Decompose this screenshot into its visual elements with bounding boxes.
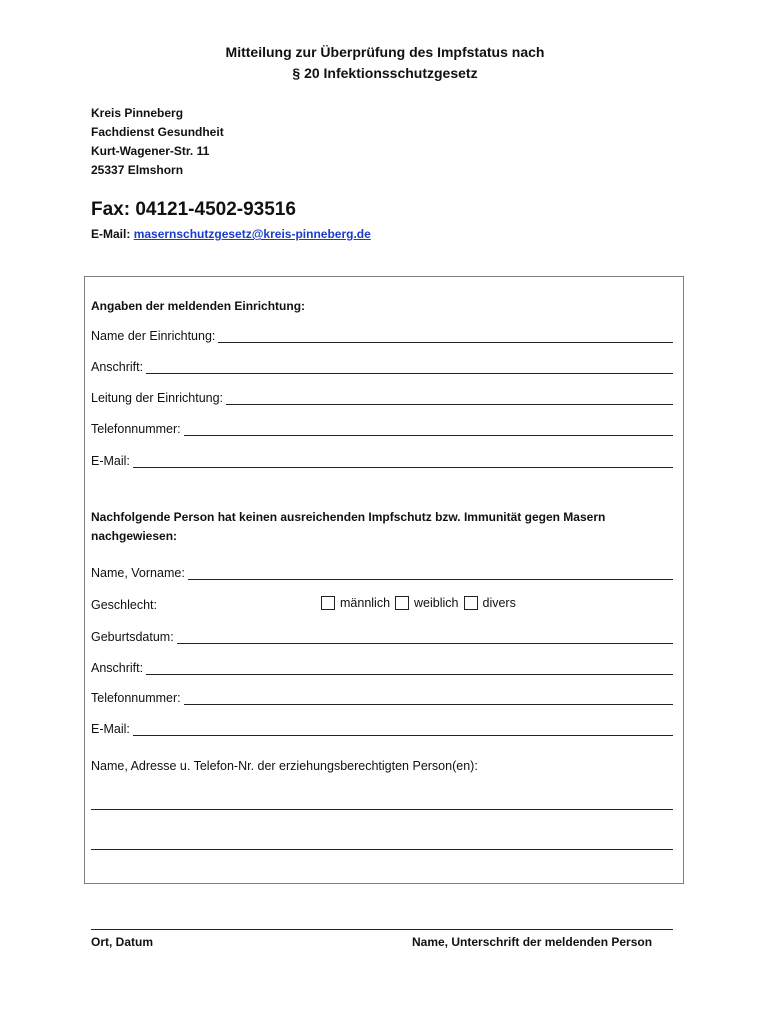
gender-option-label: weiblich xyxy=(414,596,459,610)
field-label: Anschrift: xyxy=(91,360,144,374)
field-label: Telefonnummer: xyxy=(91,422,181,436)
institution-address-field[interactable] xyxy=(91,358,673,374)
person-phone-field[interactable] xyxy=(91,689,673,705)
address-line-1: Kreis Pinneberg xyxy=(91,106,184,120)
signature-name-label: Name, Unterschrift der meldenden Person xyxy=(412,935,653,949)
address-line-2: Fachdienst Gesundheit xyxy=(91,125,224,139)
field-label: Geburtsdatum: xyxy=(91,630,174,644)
institution-name-field[interactable] xyxy=(91,327,673,343)
birthdate-field[interactable] xyxy=(91,628,673,644)
fill-line[interactable] xyxy=(177,632,673,644)
form-title-line1: Mitteilung zur Überprüfung des Impfstatus nach xyxy=(225,44,545,60)
field-label: Name, Vorname: xyxy=(91,566,185,580)
email-label: E-Mail: xyxy=(91,227,131,241)
gender-option-label: divers xyxy=(482,596,516,610)
fax-number: Fax: 04121-4502-93516 xyxy=(91,199,296,220)
field-label: E-Mail: xyxy=(91,722,130,736)
fill-line[interactable] xyxy=(184,424,673,436)
address-line-4: 25337 Elmshorn xyxy=(91,163,184,177)
guardian-line-2[interactable] xyxy=(91,848,673,850)
gender-option-male[interactable] xyxy=(321,596,390,610)
person-address-field[interactable] xyxy=(91,659,673,675)
institution-head-field[interactable] xyxy=(91,389,673,405)
fill-line[interactable] xyxy=(218,331,673,343)
fill-line[interactable] xyxy=(133,456,673,468)
gender-row xyxy=(91,596,673,614)
gender-label: Geschlecht: xyxy=(91,598,158,612)
fill-line[interactable] xyxy=(226,393,673,405)
fill-line[interactable] xyxy=(184,693,673,705)
section2-heading: Nachfolgende Person hat keinen ausreichenden Impfschutz bzw. Immunität gegen Masern nachgewiesen: xyxy=(91,510,606,543)
checkbox-male[interactable] xyxy=(321,596,335,610)
contact-email xyxy=(91,227,371,241)
field-label: Name der Einrichtung: xyxy=(91,329,216,343)
guardian-label: Name, Adresse u. Telefon-Nr. der erziehungsberechtigten Person(en): xyxy=(91,759,478,773)
address-line-3: Kurt-Wagener-Str. 11 xyxy=(91,144,210,158)
fill-line[interactable] xyxy=(146,663,673,675)
gender-option-female[interactable] xyxy=(395,596,458,610)
person-name-field[interactable] xyxy=(91,564,673,580)
guardian-line-1[interactable] xyxy=(91,808,673,810)
person-email-field[interactable] xyxy=(91,720,673,736)
form-title-line2: § 20 Infektionsschutzgesetz xyxy=(292,65,478,81)
email-link[interactable]: masernschutzgesetz@kreis-pinneberg.de xyxy=(133,227,371,241)
field-label: Leitung der Einrichtung: xyxy=(91,391,224,405)
fill-line[interactable] xyxy=(146,362,673,374)
field-label: Anschrift: xyxy=(91,661,144,675)
institution-email-field[interactable] xyxy=(91,452,673,468)
field-label: E-Mail: xyxy=(91,454,130,468)
checkbox-diverse[interactable] xyxy=(464,596,478,610)
checkbox-female[interactable] xyxy=(395,596,409,610)
signature-line[interactable] xyxy=(91,928,673,930)
section1-heading: Angaben der meldenden Einrichtung: xyxy=(91,299,306,313)
place-date-label: Ort, Datum xyxy=(91,935,154,949)
fill-line[interactable] xyxy=(188,568,673,580)
field-label: Telefonnummer: xyxy=(91,691,181,705)
fill-line[interactable] xyxy=(133,724,673,736)
gender-option-diverse[interactable] xyxy=(464,596,516,610)
institution-phone-field[interactable] xyxy=(91,420,673,436)
gender-options xyxy=(321,596,521,610)
gender-option-label: männlich xyxy=(340,596,391,610)
